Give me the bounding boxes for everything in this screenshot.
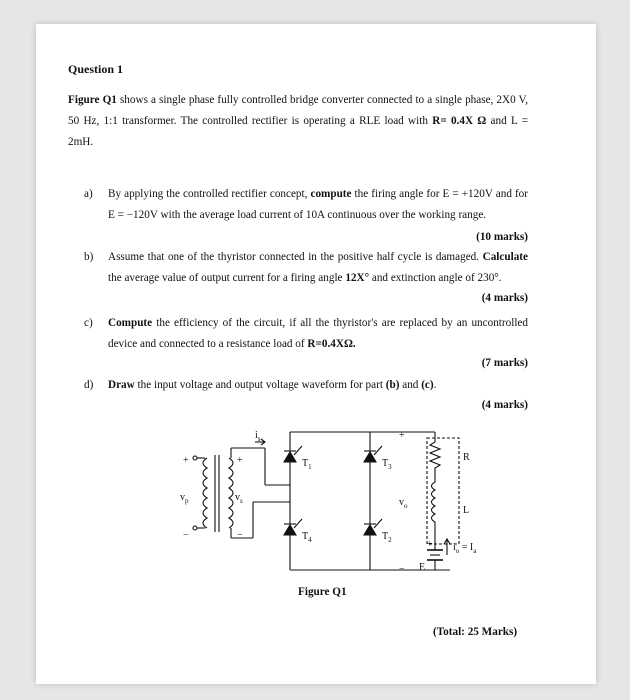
part-d — [84, 375, 528, 396]
total-marks: (Total: 25 Marks) — [433, 626, 518, 638]
battery-plus: + — [427, 539, 433, 550]
part-d-label: d) — [84, 379, 94, 391]
inductor — [432, 474, 436, 538]
part-b-text-3: and extinction angle of 230°. — [369, 272, 502, 284]
is-label: $i_s$ — [255, 430, 261, 443]
io-label: $i_o = I_a$ — [453, 542, 477, 555]
t1-label: $T_1$ — [302, 458, 312, 471]
part-c-bold-1: Compute — [108, 317, 153, 329]
thyristor-t2 — [364, 525, 376, 535]
part-a — [84, 184, 528, 226]
circuit-diagram — [165, 410, 485, 590]
part-a-label: a) — [84, 188, 93, 200]
part-c-label: c) — [84, 317, 93, 329]
question-intro — [68, 90, 528, 153]
intro-text-1: shows a single phase fully controlled bridge converter connected to a single phase, 2X0 V, 50 Hz, 1:1 transformer. The controlled rectifier is operating a RLE load with — [68, 94, 528, 127]
part-b — [84, 247, 528, 289]
vs-label: $v_s$ — [235, 492, 243, 505]
vp-label: $v_p$ — [180, 492, 189, 505]
l-label: L — [463, 505, 470, 516]
e-label: E — [419, 562, 426, 573]
t3-label: $T_3$ — [382, 458, 392, 471]
figure-caption: Figure Q1 — [298, 586, 347, 598]
primary-coil — [203, 458, 207, 528]
thyristor-t1 — [284, 452, 296, 462]
vo-minus: − — [399, 564, 405, 575]
t4-label: $T_4$ — [302, 531, 312, 544]
part-c — [84, 313, 528, 355]
part-c-bold-2: R=0.4XΩ. — [307, 338, 356, 350]
part-d-text-1: the input voltage and output voltage waveform for part — [134, 379, 386, 391]
part-a-text-1: By applying the controlled rectifier concept, — [108, 188, 311, 200]
part-b-marks: (4 marks) — [481, 292, 528, 304]
part-c-marks: (7 marks) — [481, 357, 528, 369]
vp-plus: + — [183, 455, 189, 466]
part-d-text-2: and — [399, 379, 422, 391]
part-d-text-3: . — [433, 379, 437, 391]
thyristor-t3 — [364, 452, 376, 462]
part-b-text-2: the average value of output current for a firing angle — [108, 272, 346, 284]
t2-label: $T_2$ — [382, 531, 392, 544]
part-b-text-1: Assume that one of the thyristor connected in the positive half cycle is damaged. — [108, 251, 483, 263]
part-a-marks: (10 marks) — [476, 231, 528, 243]
question-title: Question 1 — [68, 62, 124, 76]
part-a-text-2: the firing angle for E = +120V and for E = −120V with the average load current of 10A continuous over the working range. — [108, 188, 528, 221]
r-label: R — [463, 452, 470, 463]
part-d-bold-1: Draw — [108, 379, 135, 391]
part-b-label: b) — [84, 251, 94, 263]
part-a-bold-1: compute — [310, 188, 352, 200]
vo-label: $v_o$ — [399, 497, 408, 510]
part-d-marks: (4 marks) — [481, 399, 528, 411]
vp-minus: − — [183, 530, 189, 541]
vs-minus: − — [237, 530, 243, 541]
vo-plus: + — [399, 430, 405, 441]
part-b-bold-1: Calculate — [482, 251, 528, 263]
vs-plus: + — [237, 455, 243, 466]
part-c-text-1: the efficiency of the circuit, if all the thyristor's are replaced by an uncontrolled device and connected to a resistance load of — [108, 317, 528, 350]
thyristor-t4 — [284, 525, 296, 535]
intro-text-2: and L = 2mH. — [68, 115, 529, 148]
part-b-bold-2: 12X° — [345, 272, 370, 284]
figure-ref: Figure Q1 — [68, 94, 117, 106]
part-d-bold-3: (c) — [421, 379, 434, 391]
part-d-bold-2: (b) — [385, 379, 400, 391]
secondary-coil — [229, 458, 233, 528]
intro-resistance: R= 0.4X Ω — [432, 115, 487, 127]
